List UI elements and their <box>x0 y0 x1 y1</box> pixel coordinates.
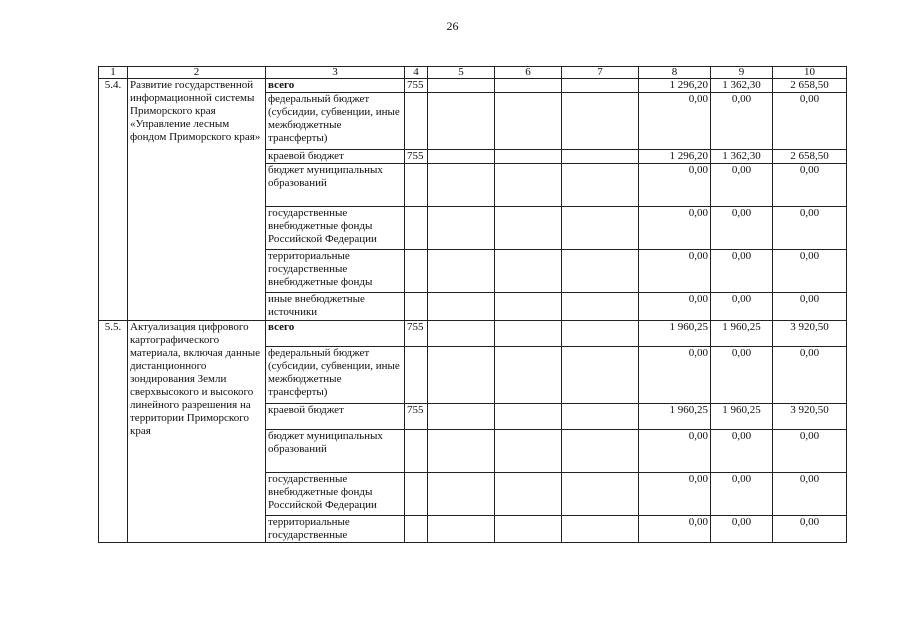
funding-source: федеральный бюджет (субсидии, субвенции, иные межбюджетные трансферты) <box>266 93 405 150</box>
value-col-10: 0,00 <box>773 250 847 293</box>
budget-code: 755 <box>405 79 428 93</box>
column-header: 6 <box>495 67 562 79</box>
empty-cell <box>428 250 495 293</box>
empty-cell <box>495 347 562 404</box>
table-row <box>99 321 847 347</box>
empty-cell <box>428 93 495 150</box>
funding-source: бюджет муниципальных образований <box>266 164 405 207</box>
budget-code <box>405 293 428 321</box>
column-header: 7 <box>562 67 639 79</box>
value-col-10: 0,00 <box>773 473 847 516</box>
empty-cell <box>495 321 562 347</box>
value-col-8: 1 296,20 <box>639 79 711 93</box>
budget-code <box>405 93 428 150</box>
empty-cell <box>428 79 495 93</box>
budget-code: 755 <box>405 150 428 164</box>
funding-source: государственные внебюджетные фонды Российской Федерации <box>266 473 405 516</box>
empty-cell <box>495 293 562 321</box>
budget-code: 755 <box>405 404 428 430</box>
value-col-8: 0,00 <box>639 516 711 543</box>
column-header: 5 <box>428 67 495 79</box>
value-col-10: 0,00 <box>773 164 847 207</box>
value-col-8: 0,00 <box>639 293 711 321</box>
section-name: Актуализация цифрового картографического материала, включая данные дистанционного зондирования Земли сверхвысокого и высокого линейного разрешения на территории Приморского края <box>128 321 266 543</box>
value-col-10: 0,00 <box>773 207 847 250</box>
column-header: 9 <box>711 67 773 79</box>
empty-cell <box>495 150 562 164</box>
section-name: Развитие государственной информационной системы Приморского края «Управление лесным фондом Приморского края» <box>128 79 266 321</box>
funding-source: федеральный бюджет (субсидии, субвенции, иные межбюджетные трансферты) <box>266 347 405 404</box>
budget-code <box>405 430 428 473</box>
page-number: 26 <box>446 19 459 33</box>
value-col-8: 0,00 <box>639 473 711 516</box>
value-col-10: 0,00 <box>773 93 847 150</box>
value-col-8: 0,00 <box>639 164 711 207</box>
column-header: 8 <box>639 67 711 79</box>
budget-code: 755 <box>405 321 428 347</box>
funding-source: краевой бюджет <box>266 150 405 164</box>
table-header-row <box>99 67 847 79</box>
value-col-8: 0,00 <box>639 250 711 293</box>
value-col-9: 0,00 <box>711 473 773 516</box>
column-header: 4 <box>405 67 428 79</box>
empty-cell <box>495 516 562 543</box>
empty-cell <box>495 404 562 430</box>
budget-code <box>405 164 428 207</box>
empty-cell <box>495 473 562 516</box>
column-header: 3 <box>266 67 405 79</box>
empty-cell <box>562 293 639 321</box>
table-row <box>99 79 847 93</box>
funding-source: территориальные государственные <box>266 516 405 543</box>
empty-cell <box>428 207 495 250</box>
value-col-10: 2 658,50 <box>773 79 847 93</box>
funding-source: всего <box>266 79 405 93</box>
empty-cell <box>562 430 639 473</box>
empty-cell <box>428 164 495 207</box>
empty-cell <box>495 250 562 293</box>
value-col-9: 0,00 <box>711 347 773 404</box>
empty-cell <box>495 164 562 207</box>
value-col-10: 0,00 <box>773 293 847 321</box>
value-col-9: 0,00 <box>711 293 773 321</box>
value-col-10: 0,00 <box>773 430 847 473</box>
value-col-8: 0,00 <box>639 93 711 150</box>
empty-cell <box>428 150 495 164</box>
empty-cell <box>495 79 562 93</box>
value-col-10: 0,00 <box>773 516 847 543</box>
value-col-9: 1 960,25 <box>711 321 773 347</box>
funding-source: бюджет муниципальных образований <box>266 430 405 473</box>
value-col-10: 0,00 <box>773 347 847 404</box>
budget-code <box>405 207 428 250</box>
funding-source: краевой бюджет <box>266 404 405 430</box>
column-header: 1 <box>99 67 128 79</box>
funding-source: всего <box>266 321 405 347</box>
empty-cell <box>428 430 495 473</box>
budget-code <box>405 250 428 293</box>
section-index: 5.4. <box>99 79 128 321</box>
empty-cell <box>495 93 562 150</box>
value-col-8: 1 960,25 <box>639 321 711 347</box>
empty-cell <box>562 250 639 293</box>
value-col-8: 1 296,20 <box>639 150 711 164</box>
empty-cell <box>562 347 639 404</box>
value-col-8: 1 960,25 <box>639 404 711 430</box>
empty-cell <box>562 473 639 516</box>
value-col-10: 2 658,50 <box>773 150 847 164</box>
funding-source: иные внебюджетные источники <box>266 293 405 321</box>
value-col-9: 1 960,25 <box>711 404 773 430</box>
empty-cell <box>562 79 639 93</box>
empty-cell <box>495 207 562 250</box>
empty-cell <box>495 430 562 473</box>
value-col-8: 0,00 <box>639 430 711 473</box>
budget-code <box>405 473 428 516</box>
empty-cell <box>428 404 495 430</box>
value-col-9: 1 362,30 <box>711 150 773 164</box>
value-col-10: 3 920,50 <box>773 321 847 347</box>
budget-table <box>98 66 847 543</box>
empty-cell <box>562 516 639 543</box>
value-col-8: 0,00 <box>639 207 711 250</box>
budget-code <box>405 347 428 404</box>
value-col-9: 0,00 <box>711 164 773 207</box>
funding-source: государственные внебюджетные фонды Российской Федерации <box>266 207 405 250</box>
column-header: 10 <box>773 67 847 79</box>
empty-cell <box>428 516 495 543</box>
value-col-9: 0,00 <box>711 516 773 543</box>
empty-cell <box>562 207 639 250</box>
empty-cell <box>562 150 639 164</box>
value-col-9: 0,00 <box>711 250 773 293</box>
column-header: 2 <box>128 67 266 79</box>
empty-cell <box>562 93 639 150</box>
value-col-9: 0,00 <box>711 93 773 150</box>
empty-cell <box>428 293 495 321</box>
empty-cell <box>562 404 639 430</box>
section-index: 5.5. <box>99 321 128 543</box>
budget-code <box>405 516 428 543</box>
empty-cell <box>428 347 495 404</box>
value-col-9: 0,00 <box>711 430 773 473</box>
value-col-9: 0,00 <box>711 207 773 250</box>
empty-cell <box>562 164 639 207</box>
value-col-10: 3 920,50 <box>773 404 847 430</box>
empty-cell <box>562 321 639 347</box>
funding-source: территориальные государственные внебюджетные фонды <box>266 250 405 293</box>
value-col-8: 0,00 <box>639 347 711 404</box>
empty-cell <box>428 473 495 516</box>
value-col-9: 1 362,30 <box>711 79 773 93</box>
empty-cell <box>428 321 495 347</box>
